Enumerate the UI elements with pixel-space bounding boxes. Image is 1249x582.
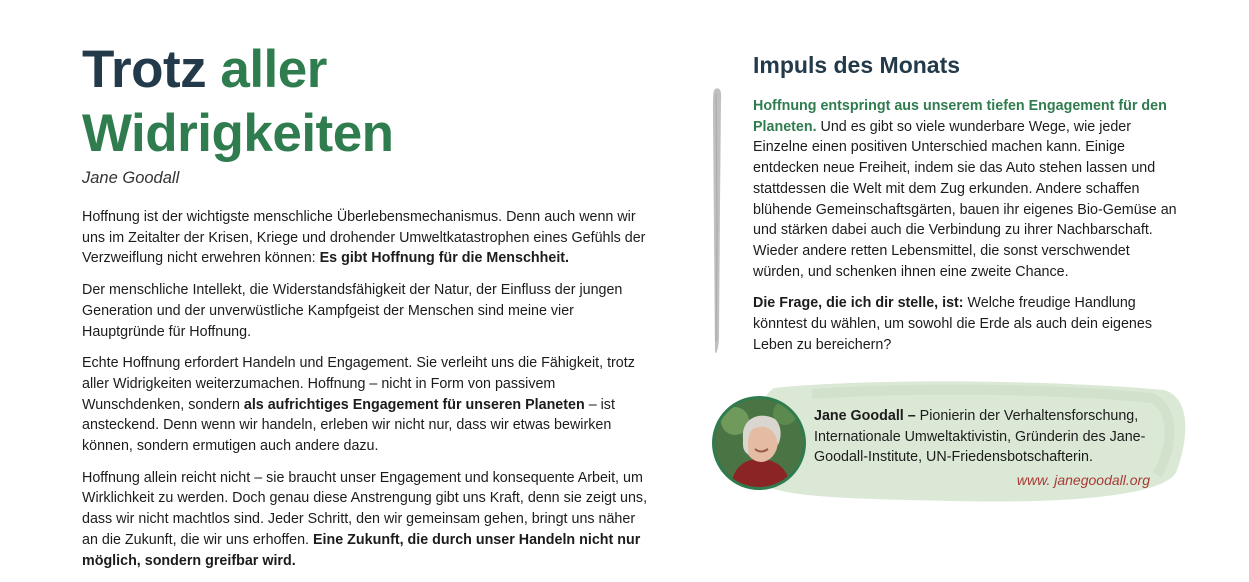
paragraph-3-text-b: – ist ansteckend. Denn wenn wir handeln, erleben wir nicht nur, dass wir etwas bewirken können, sondern ermutigen auch andere dazu.: [82, 396, 615, 455]
impuls-heading: Impuls des Monats: [753, 52, 961, 78]
paragraph-4: [82, 468, 652, 572]
paragraph-3: [82, 353, 652, 457]
brush-stroke-divider: [710, 86, 726, 358]
question-lead: Die Frage, die ich dir stelle, ist:: [753, 295, 964, 312]
portrait-image: [715, 399, 803, 487]
portrait-avatar: [712, 396, 806, 490]
paragraph-4-text: Hoffnung allein reicht nicht – sie braucht unser Engagement und konsequente Arbeit, um Wirklichkeit zu werden. Doch genau diese Anstrengung gibt uns Kraft, denn sie zeigt uns, dass wir nicht machtlos sind. Jeder Schritt, den wir gemeinsam gehen, bringt uns näher an die Zukunft, die wir uns erhoffen.: [82, 469, 648, 548]
title-part-2: aller Widrigkeiten: [82, 40, 394, 163]
bio-description: Pionierin der Verhaltensforschung, Internationale Umweltaktivistin, Gründerin des Jane-Goodall-Institute, UN-Friedensbotschafterin.: [814, 408, 1146, 466]
impuls-paragraph: [753, 96, 1183, 282]
article-column: [82, 38, 652, 582]
paragraph-2-text: Der menschliche Intellekt, die Widerstandsfähigkeit der Natur, der Einfluss der jungen Generation und der unverwüstliche Kampfgeist der Menschen sind meine vier Hauptgründe für Hoffnung.: [82, 282, 623, 340]
impuls-question: [753, 293, 1183, 355]
paragraph-1-text: Hoffnung ist der wichtigste menschliche Überlebensmechanismus. Denn auch wenn wir uns im Zeitalter der Krisen, Kriege und drohender Umweltkatastrophen eines Gefühls der Verzweiflung nicht erwehren können:: [82, 209, 646, 267]
paragraph-3-text-a: Echte Hoffnung erfordert Handeln und Engagement. Sie verleiht uns die Fähigkeit, trotz aller Widrigkeiten weiterzumachen. Hoffnung – nicht in Form von passivem Wunschdenken, sondern: [82, 355, 635, 413]
paragraph-1: [82, 207, 652, 269]
bio-text: [814, 406, 1184, 468]
paragraph-1-bold: Es gibt Hoffnung für die Menschheit.: [319, 250, 570, 267]
author-byline: Jane Goodall: [82, 169, 180, 187]
paragraph-2: [82, 280, 652, 342]
paragraph-3-bold: als aufrichtiges Engagement für unseren Planeten: [243, 396, 585, 413]
question-text: Welche freudige Handlung könntest du wählen, um sowohl die Erde als auch dein eigenes Leben zu bereichern?: [753, 295, 1152, 353]
title-part-1: Trotz: [82, 40, 207, 99]
website-link[interactable]: www. janegoodall.org: [1016, 472, 1150, 488]
impuls-lead: Hoffnung entspringt aus unserem tiefen Engagement für den Planeten.: [753, 98, 1167, 135]
page-title: [82, 38, 652, 166]
bio-name: Jane Goodall –: [814, 408, 916, 424]
bio-box: [712, 380, 1192, 505]
impuls-body: Und es gibt so viele wunderbare Wege, wie jeder Einzelne einen positiven Unterschied machen kann. Einige entdecken neue Freiheit, indem sie das Auto stehen lassen und stattdessen die Welt mit dem Zug erkunden. Andere schaffen blühende Gemeinschaftsgärten, bauen ihr eigenes Bio-Gemüse an und stärken dabei auch die Verbindung zu ihrer Nachbarschaft. Wieder andere retten Lebensmittel, die sonst verschwendet würden, und schenken ihnen eine zweite Chance.: [753, 118, 1177, 280]
paragraph-4-bold: Eine Zukunft, die durch unser Handeln nicht nur möglich, sondern greifbar wird.: [82, 531, 641, 569]
impuls-column: [753, 52, 1183, 366]
